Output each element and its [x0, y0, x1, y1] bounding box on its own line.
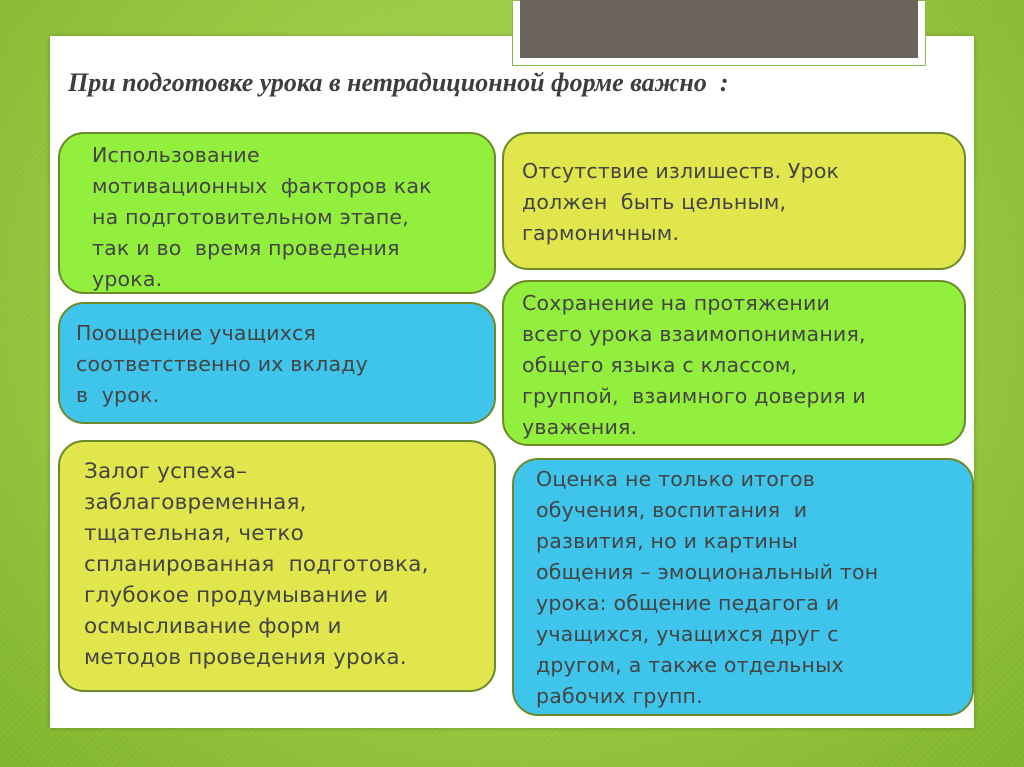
card-encouragement [58, 302, 496, 424]
card-encouragement-text: Поощрение учащихся соответственно их вкладу в урок. [76, 321, 368, 407]
card-evaluation [512, 458, 974, 716]
header-decoration-bar [520, 0, 918, 58]
card-evaluation-text: Оценка не только итогов обучения, воспитания и развития, но и картины общения – эмоциональный тон урока: общение педагога и учащихся, учащихся друг с другом, а также отдельных рабочих групп. [536, 467, 879, 708]
card-no-excess-text: Отсутствие излишеств. Урок должен быть цельным, гармоничным. [522, 159, 840, 245]
card-success-key [58, 440, 496, 692]
card-no-excess [502, 132, 966, 270]
card-success-key-text: Залог успеха– заблаговременная, тщательная, четко спланированная подготовка, глубокое продумывание и осмысливание форм и методов проведения урока. [84, 459, 429, 670]
slide-title: При подготовке урока в нетрадиционной форме важно : [68, 68, 729, 97]
card-motivation [58, 132, 496, 294]
card-motivation-text: Использование мотивационных факторов как на подготовительном этапе, так и во время проведения урока. [92, 143, 432, 291]
card-understanding-text: Сохранение на протяжении всего урока взаимопонимания, общего языка с классом, группой, взаимного доверия и уважения. [522, 291, 866, 439]
card-understanding [502, 280, 966, 446]
